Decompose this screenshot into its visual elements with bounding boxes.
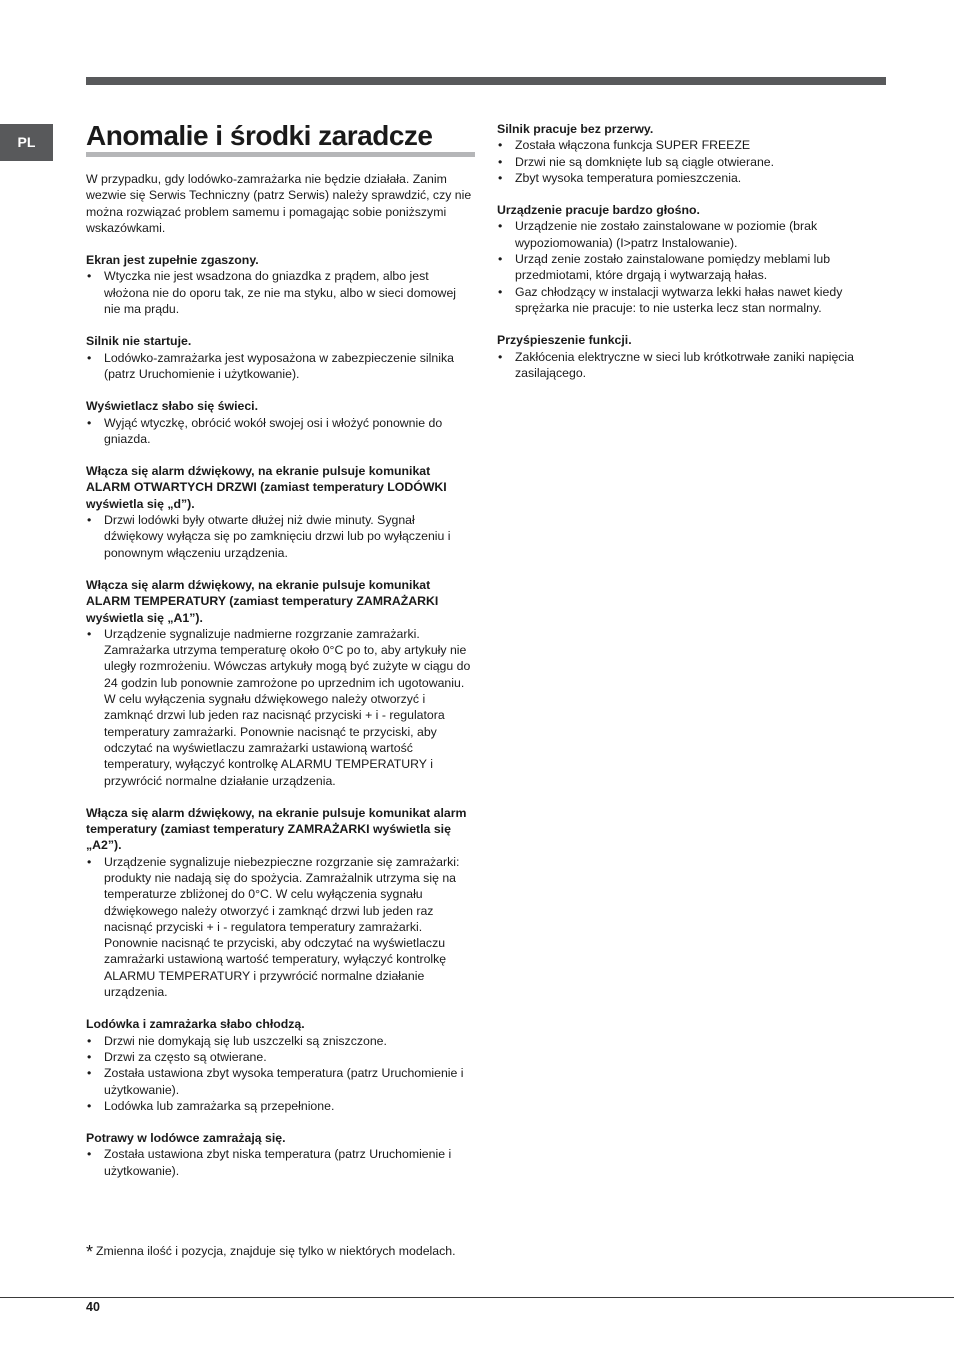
list-item: • Wyjąć wtyczkę, obrócić wokół swojej osi i włożyć ponownie do gniazda. — [86, 415, 475, 448]
list-item: • Lodówko-zamrażarka jest wyposażona w zabezpieczenie silnika (patrz Uruchomienie i użytkowanie). — [86, 350, 475, 383]
section-heading: Potrawy w lodówce zamrażają się. — [86, 1131, 286, 1146]
intro-paragraph: W przypadku, gdy lodówko-zamrażarka nie będzie działała. Zanim wezwie się Serwis Techniczny (patrz Serwis) należy sprawdzić, czy nie można rozwiązać problem samemu i pomagając sobie poniższymi wskazówkami. — [86, 172, 472, 235]
bullet-list — [86, 854, 475, 1001]
troubleshooting-section — [86, 577, 475, 789]
right-column — [497, 121, 877, 397]
language-tab: PL — [0, 124, 53, 161]
list-item: • Zakłócenia elektryczne w sieci lub krótkotrwałe zaniki napięcia zasilającego. — [497, 349, 877, 382]
list-item: • Lodówka lub zamrażarka są przepełnione. — [86, 1098, 475, 1114]
footer-rule — [0, 1297, 954, 1298]
list-item: • Zbyt wysoka temperatura pomieszczenia. — [497, 170, 877, 186]
list-item: • Urządzenie sygnalizuje nadmierne rozgrzanie zamrażarki. Zamrażarka utrzyma temperaturę około 0°C po to, aby artykuły nie uległy rozmrożeniu. Wówczas artykuły mogą być zużyte w ciągu do 24 godzin lub ponownie zamrożone po uprzednim ich ugotowaniu. W celu wyłączenia sygnału dźwiękowego należy otworzyć i zamknąć drzwi lub jeden raz nacisnąć przyciski + i - regulatora temperatury zamrażarki. Ponownie nacisnąć te przyciski, aby odczytać na wyświetlaczu zamrażarki ustawioną wartość temperatury, wyłączyć kontrolkę ALARMU TEMPERATURY i przywrócić normalne działanie urządzenia. — [86, 626, 475, 789]
section-heading: Lodówka i zamrażarka słabo chłodzą. — [86, 1017, 305, 1032]
list-item: • Drzwi nie są domknięte lub są ciągle otwierane. — [497, 154, 877, 170]
troubleshooting-section — [86, 333, 475, 382]
page-number: 40 — [86, 1300, 100, 1314]
section-heading: Włącza się alarm dźwiękowy, na ekranie pulsuje komunikat ALARM OTWARTYCH DRZWI (zamiast temperatury LODÓWKI wyświetla się „d”). — [86, 464, 447, 511]
left-sections — [86, 252, 475, 1179]
bullet-list — [497, 218, 877, 316]
list-item: • Wtyczka nie jest wsadzona do gniazdka z prądem, albo jest włożona nie do oporu tak, ze nie ma styku, albo w sieci domowej nie ma prądu. — [86, 268, 475, 317]
list-item: • Urządzenie sygnalizuje niebezpieczne rozgrzanie się zamrażarki: produkty nie nadają się do spożycia. Zamrażalnik utrzyma się na temperaturze zbliżonej do 0°C. W celu wyłączenia sygnału dźwiękowego należy otworzyć i zamknąć drzwi lub jeden raz nacisnąć przyciski + i - regulatora temperatury zamrażarki. Ponownie nacisnąć te przyciski, aby odczytać na wyświetlaczu zamrażarki ustawioną wartość temperatury, wyłączyć kontrolkę ALARMU TEMPERATURY i przywrócić normalne działanie urządzenia. — [86, 854, 475, 1001]
troubleshooting-section — [86, 398, 475, 447]
list-item: • Drzwi nie domykają się lub uszczelki są zniszczone. — [86, 1033, 475, 1049]
troubleshooting-section — [86, 1130, 475, 1179]
list-item: • Drzwi za często są otwierane. — [86, 1049, 475, 1065]
troubleshooting-section — [86, 1016, 475, 1114]
bullet-list — [86, 512, 475, 561]
title-underline — [86, 152, 475, 157]
bullet-list — [86, 626, 475, 789]
section-heading: Wyświetlacz słabo się świeci. — [86, 399, 259, 414]
troubleshooting-section — [86, 805, 475, 1001]
troubleshooting-section — [497, 202, 877, 316]
list-item: • Gaz chłodzący w instalacji wytwarza lekki hałas nawet kiedy sprężarka nie pracuje: to nie usterka lecz stan normalny. — [497, 284, 877, 317]
bullet-list — [86, 1033, 475, 1114]
troubleshooting-section — [86, 252, 475, 317]
right-sections — [497, 121, 877, 381]
list-item: • Urząd zenie zostało zainstalowane pomiędzy meblami lub przedmiotami, które drgają i wytwarzają hałas. — [497, 251, 877, 284]
footnote-marker: * — [86, 1242, 94, 1262]
bullet-list — [497, 137, 877, 186]
header-bar — [86, 77, 886, 85]
section-heading: Ekran jest zupełnie zgaszony. — [86, 253, 259, 268]
list-item: • Urządzenie nie zostało zainstalowane w poziomie (brak wypoziomowania) (I>patrz Instalowanie). — [497, 218, 877, 251]
footnote — [86, 1243, 486, 1260]
section-heading: Włącza się alarm dźwiękowy, na ekranie pulsuje komunikat ALARM TEMPERATURY (zamiast temperatury ZAMRAŻARKI wyświetla się „A1”). — [86, 577, 439, 625]
bullet-list — [86, 268, 475, 317]
page-title: Anomalie i środki zaradcze — [86, 120, 433, 151]
footnote-text: Zmienna ilość i pozycja, znajduje się tylko w niektórych modelach. — [96, 1244, 456, 1258]
list-item: • Została włączona funkcja SUPER FREEZE — [497, 137, 877, 153]
bullet-list — [86, 1146, 475, 1179]
bullet-list — [497, 349, 877, 382]
list-item: • Została ustawiona zbyt wysoka temperatura (patrz Uruchomienie i użytkowanie). — [86, 1065, 475, 1098]
troubleshooting-section — [497, 121, 877, 186]
section-heading: Przyśpieszenie funkcji. — [497, 333, 632, 348]
troubleshooting-section — [497, 332, 877, 381]
section-heading: Urządzenie pracuje bardzo głośno. — [497, 203, 700, 218]
troubleshooting-section — [86, 463, 475, 561]
section-heading: Silnik nie startuje. — [86, 334, 192, 349]
bullet-list — [86, 350, 475, 383]
section-heading: Włącza się alarm dźwiękowy, na ekranie pulsuje komunikat alarm temperatury (zamiast temperatury ZAMRAŻARKI wyświetla się „A2”). — [86, 805, 467, 853]
list-item: • Drzwi lodówki były otwarte dłużej niż dwie minuty. Sygnał dźwiękowy wyłącza się po zamknięciu drzwi lub po wyłączeniu i ponownym włączeniu urządzenia. — [86, 512, 475, 561]
section-heading: Silnik pracuje bez przerwy. — [497, 122, 654, 136]
list-item: • Została ustawiona zbyt niska temperatura (patrz Uruchomienie i użytkowanie). — [86, 1146, 475, 1179]
left-column — [86, 171, 475, 1195]
bullet-list — [86, 415, 475, 448]
